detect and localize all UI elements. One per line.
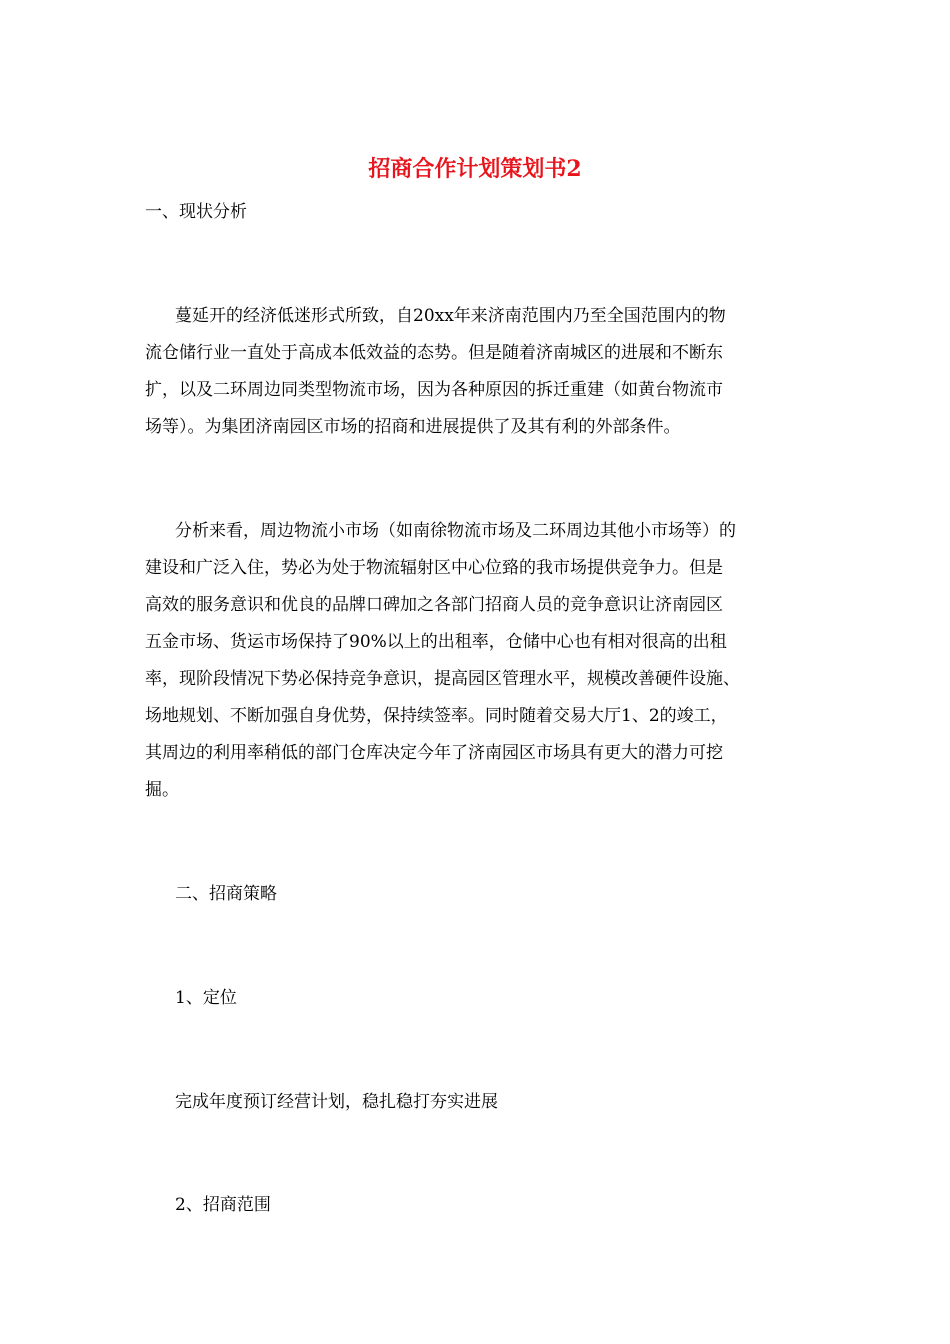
subheading-positioning: 1、定位	[175, 988, 237, 1008]
paragraph-line: 高效的服务意识和优良的品牌口碑加之各部门招商人员的竞争意识让济南园区	[145, 595, 723, 615]
paragraph-line: 流仓储行业一直处于高成本低效益的态势。但是随着济南城区的进展和不断东	[145, 343, 723, 363]
paragraph-line: 扩，以及二环周边同类型物流市场，因为各种原因的拆迁重建（如黄台物流市	[145, 380, 723, 400]
paragraph-market-analysis	[145, 513, 810, 809]
paragraph-line: 掘。	[145, 780, 179, 800]
paragraph-line: 分析来看，周边物流小市场（如南徐物流市场及二环周边其他小市场等）的	[175, 521, 736, 541]
positioning-text: 完成年度预订经营计划，稳扎稳打夯实进展	[175, 1092, 498, 1112]
paragraph-line: 五金市场、货运市场保持了90%以上的出租率，仓储中心也有相对很高的出租	[145, 632, 727, 652]
paragraph-line: 场等）。为集团济南园区市场的招商和进展提供了及其有利的外部条件。	[145, 417, 681, 437]
paragraph-line: 蔓延开的经济低迷形式所致，自20xx年来济南范围内乃至全国范围内的物	[175, 306, 726, 326]
paragraph-line: 率，现阶段情况下势必保持竞争意识，提高园区管理水平，规模改善硬件设施、	[145, 669, 740, 689]
document-title: 招商合作计划策划书2	[368, 156, 582, 182]
section-heading-strategy: 二、招商策略	[175, 884, 277, 904]
paragraph-line: 场地规划、不断加强自身优势，保持续签率。同时随着交易大厅1、2的竣工，	[145, 706, 728, 726]
paragraph-line: 建设和广泛入住，势必为处于物流辐射区中心位臵的我市场提供竞争力。但是	[145, 558, 723, 578]
section-heading-status-analysis: 一、现状分析	[145, 202, 247, 222]
paragraph-economic-background	[145, 298, 810, 446]
subheading-scope: 2、招商范围	[175, 1195, 271, 1215]
paragraph-line: 其周边的利用率稍低的部门仓库决定今年了济南园区市场具有更大的潜力可挖	[145, 743, 723, 763]
